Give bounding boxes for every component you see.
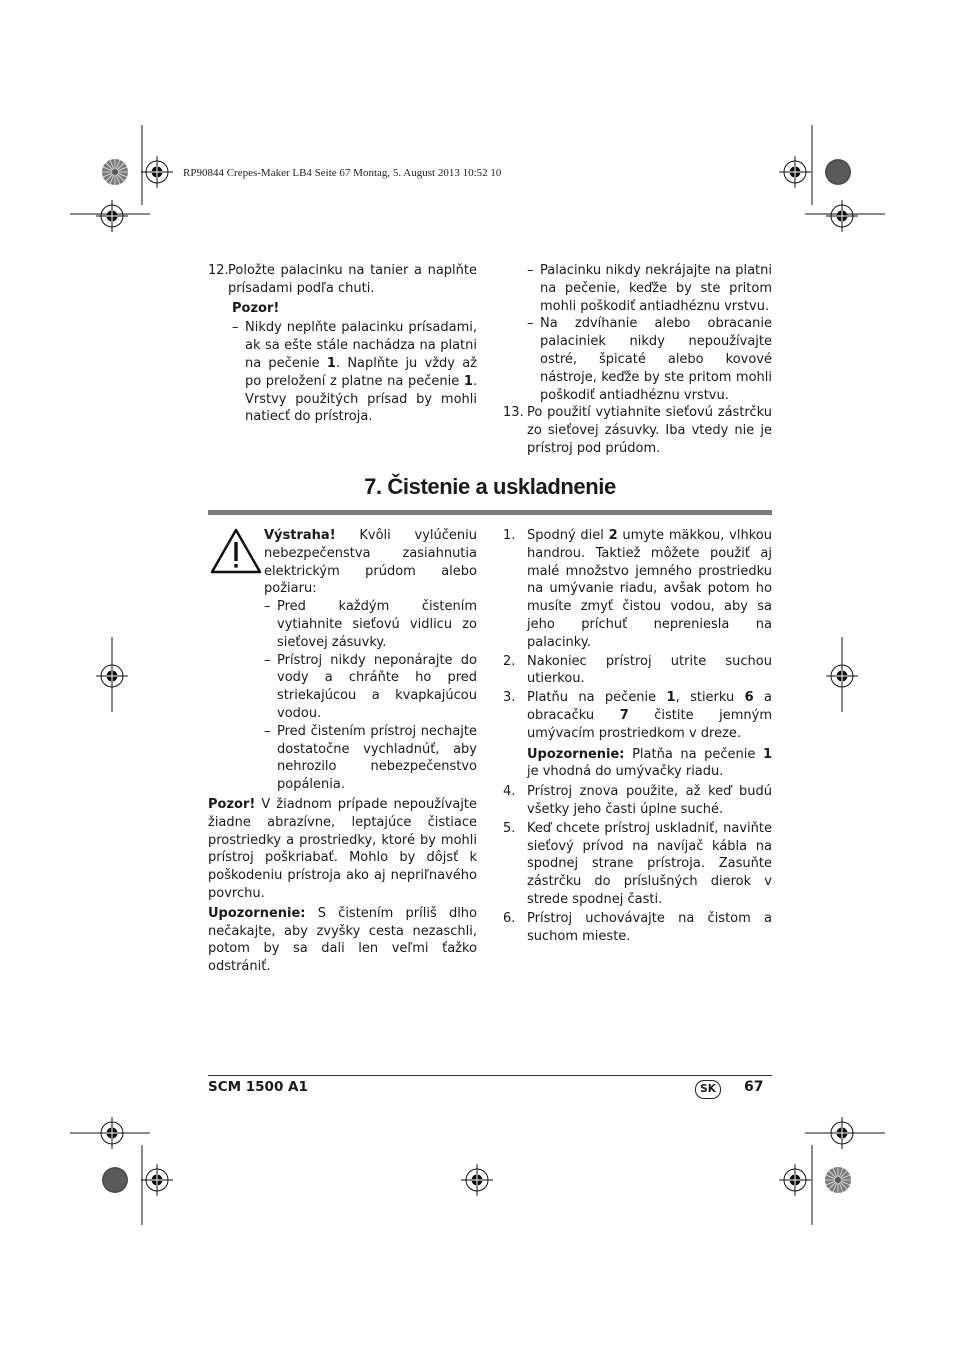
warning-item: – Pred každým čistením vytiahnite sieťovú vidlicu zo sieťovej zásuvky. [264,599,477,650]
warning-item: – Pred čistením prístroj nechajte dostatočne vychladnúť, aby nehrozilo nebezpečenstvo popálenia. [264,723,477,793]
note-paragraph: Upozornenie: Platňa na pečenie 1 je vhodná do umývačky riadu. [527,746,772,780]
page-number: 67 [744,1079,764,1095]
top-left-column [208,262,477,426]
list-item-12 [208,262,477,298]
pozor-label: Pozor! [232,300,280,316]
title-divider [208,510,772,515]
left-column [208,527,477,976]
note-label: Upozornenie: [208,905,306,921]
list-text: Položte palacinku na tanier a naplňte prísadami podľa chuti. [228,263,477,296]
section-title: 7. Čistenie a uskladnenie [364,474,616,499]
dash-item: – Na zdvíhanie alebo obracanie palaciniek nikdy nepoužívajte ostré, špicaté alebo kovové nástroje, keďže by ste pritom mohli poškodiť antiadhéznu vrstvu. [527,316,772,403]
list-number: 13. [503,405,524,421]
top-right-column [503,262,772,458]
list-item: 3. Platňu na pečenie 1, stierku 6 a obracačku 7 čistite jemným umývacím prostriedkom v dreze. [503,690,772,741]
list-item-13 [503,404,772,457]
list-item: 4. Prístroj znova použite, až keď budú všetky jeho časti úplne suché. [503,784,772,817]
list-item: 5. Keď chcete prístroj uskladniť, naviňte sieťový prívod na navíjač kábla na spodnej strane prístroja. Zasuňte zástrčku do príslušných dierok v strede spodnej časti. [503,820,772,907]
list-item: 2. Nakoniec prístroj utrite suchou utierkou. [503,653,772,687]
note-paragraph: Upozornenie: S čistením príliš dlho nečakajte, aby zvyšky cesta nezaschli, potom by sa dali len veľmi ťažko odstrániť. [208,905,477,975]
dash-item: – Nikdy neplňte palacinku prísadami, ak sa ešte stále nachádza na platni na pečenie 1. Naplňte ju vždy až po preložení z platne na pečenie 1. Vrstvy použitých prísad by mohli natiecť do prístroja. [232,320,478,425]
dash-item: – Palacinku nikdy nekrájajte na platni na pečenie, keďže by ste pritom mohli poškodiť antiadhéznu vrstvu. [527,263,772,314]
pozor-block [208,300,477,318]
print-header: RP90844 Crepes-Maker LB4 Seite 67 Montag, 5. August 2013 10:52 10 [183,167,502,179]
pozor-label: Pozor! [208,796,256,812]
pozor-paragraph: Pozor! V žiadnom prípade nepoužívajte žiadne abrazívne, leptajúce čistiace prostriedky a prostriedky, ktoré by mohli prístroj poškriabať. Mohlo by dôjsť k poškodeniu prístroja ako aj nepriľnavého povrchu. [208,796,477,901]
warning-label: Výstraha! [264,528,336,543]
list-text: Po použití vytiahnite sieťovú zástrčku zo sieťovej zásuvky. Iba vtedy nie je prístroj pod prúdom. [527,405,772,456]
right-column [503,527,772,945]
warning-item: – Prístroj nikdy neponárajte do vody a chráňte ho pred striekajúcou a kvapkajúcou vodou. [264,652,477,721]
footer-model: SCM 1500 A1 [208,1079,308,1095]
footer-divider [208,1075,772,1076]
language-badge: SK [695,1080,721,1099]
list-item: 6. Prístroj uchovávajte na čistom a suchom mieste. [503,910,772,944]
list-item: 1. Spodný diel 2 umyte mäkkou, vlhkou handrou. Taktiež môžete použiť aj malé množstvo jemného prostriedku na umývanie riadu, avšak potom ho musíte zmyť čistou vodou, aby sa jeho príchuť nepreniesla na palacinky. [503,528,772,650]
warning-paragraph: Výstraha! Kvôli vylúčeniu nebezpečenstva zasiahnutia elektrickým prúdom alebo požiaru: [264,528,477,597]
list-number: 12. [208,263,229,278]
